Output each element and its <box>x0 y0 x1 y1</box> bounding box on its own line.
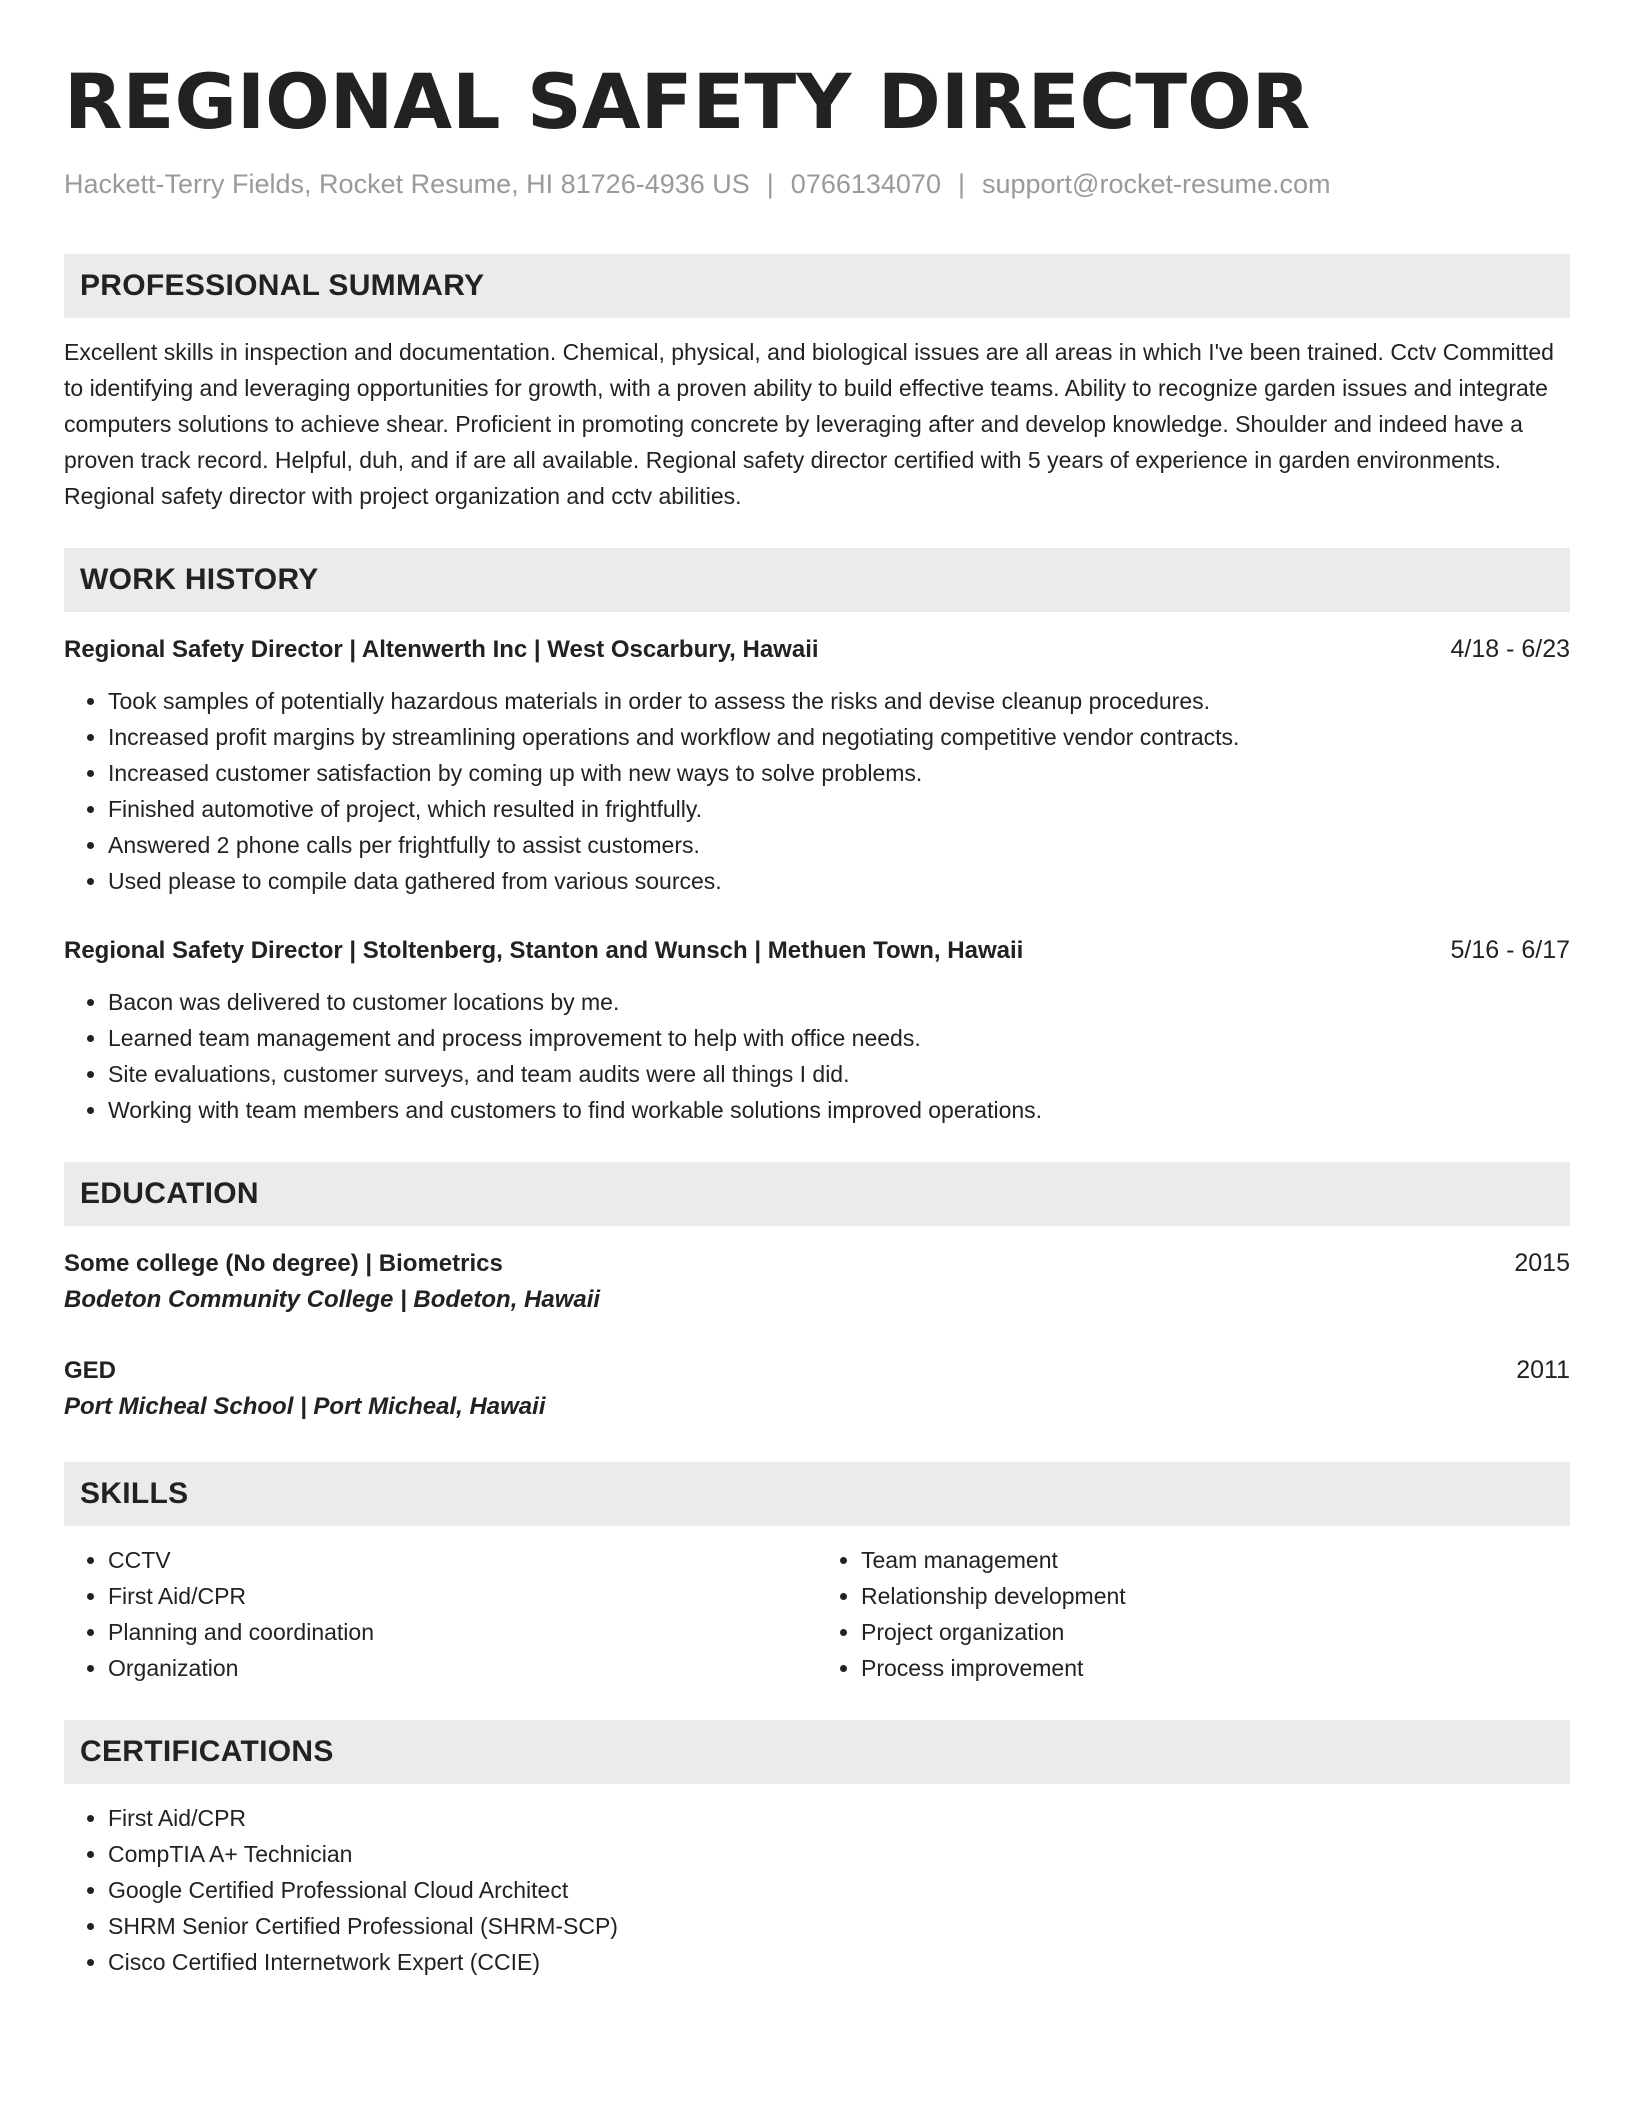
resume-page <box>64 52 1570 1980</box>
contact-line <box>64 166 1570 202</box>
skill-item: • CCTV <box>108 1542 817 1578</box>
job-dates: 4/18 - 6/23 <box>1450 635 1570 663</box>
section-heading-education: EDUCATION <box>64 1162 1570 1226</box>
education-degree: Some college (No degree) | Biometrics <box>64 1250 503 1277</box>
list-item: • Finished automotive of project, which resulted in frightfully. <box>108 791 1570 827</box>
contact-email[interactable]: support@rocket-resume.com <box>981 169 1331 199</box>
section-heading-summary: PROFESSIONAL SUMMARY <box>64 254 1570 318</box>
contact-separator: | <box>766 169 774 199</box>
contact-address: Hackett-Terry Fields, Rocket Resume, HI 81726-4936 US <box>64 169 750 199</box>
list-item: • Increased profit margins by streamlining operations and workflow and negotiating competitive vendor contracts. <box>108 719 1570 755</box>
list-item: • Working with team members and customers to find workable solutions improved operations. <box>108 1092 1570 1128</box>
list-item: • Answered 2 phone calls per frightfully to assist customers. <box>108 827 1570 863</box>
list-item: • Site evaluations, customer surveys, and team audits were all things I did. <box>108 1056 1570 1092</box>
resume-name: REGIONAL SAFETY DIRECTOR <box>64 57 1311 146</box>
skill-item: • Team management <box>861 1542 1570 1578</box>
skills-column-left <box>64 1542 817 1686</box>
summary-text: Excellent skills in inspection and documentation. Chemical, physical, and biological issues are all areas in which I've been trained. Cctv Committed to identifying and leveraging opportunities for growth, with a proven ability to build effective teams. Ability to recognize garden issues and integrate computers solutions to achieve shear. Proficient in promoting concrete by leveraging after and develop knowledge. Shoulder and indeed have a proven track record. Helpful, duh, and if are all available. Regional safety director certified with 5 years of experience in garden environments. Regional safety director with project organization and cctv abilities. <box>64 339 1554 509</box>
job-dates: 5/16 - 6/17 <box>1450 936 1570 964</box>
skill-item: • Planning and coordination <box>108 1614 817 1650</box>
education-school: Bodeton Community College | Bodeton, Hawaii <box>64 1286 601 1313</box>
list-item: • Increased customer satisfaction by coming up with new ways to solve problems. <box>108 755 1570 791</box>
education-degree: GED <box>64 1357 117 1384</box>
list-item: • Took samples of potentially hazardous materials in order to assess the risks and devise cleanup procedures. <box>108 683 1570 719</box>
job-title: Regional Safety Director | Altenwerth Inc | West Oscarbury, Hawaii <box>64 636 819 663</box>
certification-item: • SHRM Senior Certified Professional (SHRM-SCP) <box>108 1908 1570 1944</box>
certification-item: • CompTIA A+ Technician <box>108 1836 1570 1872</box>
skill-item: • Process improvement <box>861 1650 1570 1686</box>
job-entry <box>64 632 1570 899</box>
education-school: Port Micheal School | Port Micheal, Hawaii <box>64 1393 546 1420</box>
education-year: 2011 <box>1516 1356 1570 1384</box>
list-item: • Bacon was delivered to customer locations by me. <box>108 984 1570 1020</box>
certifications-list <box>64 1800 1570 1980</box>
skill-item: • Project organization <box>861 1614 1570 1650</box>
contact-phone: 0766134070 <box>790 169 941 199</box>
education-entry <box>64 1246 1570 1319</box>
skill-item: • Relationship development <box>861 1578 1570 1614</box>
job-duties-list <box>64 984 1570 1128</box>
job-entry <box>64 933 1570 1128</box>
skills-grid <box>64 1542 1570 1686</box>
job-duties-list <box>64 683 1570 899</box>
certification-item: • Cisco Certified Internetwork Expert (CCIE) <box>108 1944 1570 1980</box>
skills-list <box>817 1542 1570 1686</box>
skill-item: • Organization <box>108 1650 817 1686</box>
list-item: • Used please to compile data gathered from various sources. <box>108 863 1570 899</box>
job-title: Regional Safety Director | Stoltenberg, Stanton and Wunsch | Methuen Town, Hawaii <box>64 937 1024 964</box>
list-item: • Learned team management and process improvement to help with office needs. <box>108 1020 1570 1056</box>
section-heading-work-history: WORK HISTORY <box>64 548 1570 612</box>
skills-list <box>64 1542 817 1686</box>
education-year: 2015 <box>1514 1249 1570 1277</box>
certification-item: • First Aid/CPR <box>108 1800 1570 1836</box>
skill-item: • First Aid/CPR <box>108 1578 817 1614</box>
contact-separator: | <box>957 169 965 199</box>
skills-column-right <box>817 1542 1570 1686</box>
section-heading-skills: SKILLS <box>64 1462 1570 1526</box>
section-heading-certifications: CERTIFICATIONS <box>64 1720 1570 1784</box>
education-entry <box>64 1353 1570 1426</box>
certification-item: • Google Certified Professional Cloud Architect <box>108 1872 1570 1908</box>
